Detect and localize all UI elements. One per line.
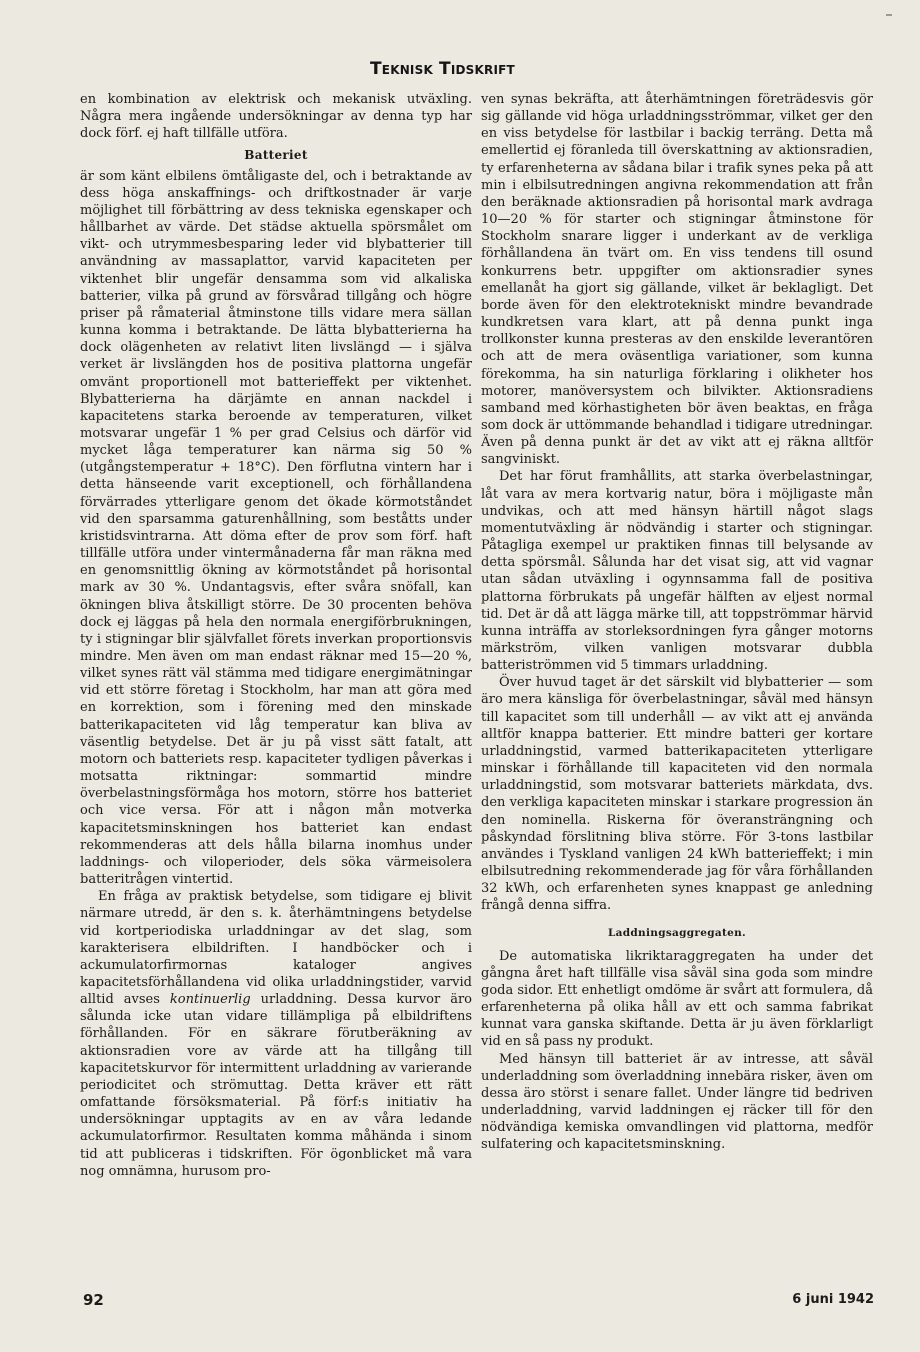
page-number: 92 [83,1291,104,1309]
left-paragraph-1: en kombination av elektrisk och mekanisk utväxling. Några mera ingående undersökningar av denna typ har dock förf. ej haft tillfälle utföra. [80,92,472,142]
issue-date: 6 juni 1942 [792,1292,874,1307]
right-paragraph-2: Det har förut framhållits, att starka överbelastningar, låt vara av mera kortvarig natur, böra i möjligaste mån undvikas, och att med hänsyn härtill något slags momentutväxling är nödvändig i starter och stigningar. Påtagliga exempel ur praktiken finnas till belysande av detta spörsmål. Sålunda har det visat sig, att vid vagnar utan sådan utväxling i ogynnsamma fall de positiva plattorna förbrukats på ungefär hälften av eljest normal tid. Det är då att lägga märke till, att toppströmmar härvid kunna inträffa av storleksordningen fyra gånger motorns märkström, vilken vanligen motsvarar dubbla batteriströmmen vid 5 timmars urladdning. [481,469,873,674]
right-paragraph-1: ven synas bekräfta, att återhämtningen företrädesvis gör sig gällande vid höga urladdningsströmmar, vilket ger den en viss betydelse för lastbilar i backig terräng. Detta må emellertid ej föranleda till överskattning av aktionsradien, ty erfarenheterna av sådana bilar i trafik synes peka på att min i elbilsutredningen angivna rekommendation att från den beräknade aktionsradien på horisontal mark avdraga 10—20 % för starter och stigningar åtminstone för Stockholm snarare ligger i underkant av de verkliga förhållandena än tvärt om. En viss tendens till osund konkurrens betr. uppgifter om aktionsradier synes emellanåt ha gjort sig gällande, vilket är beklagligt. Det borde även för den elektrotekniskt mindre bevandrade kundkretsen vara klart, att på denna punkt inga trollkonster kunna presteras av den enskilde leverantören och att de mera oväsentliga variationer, som kunna förekomma, ha sin naturliga förklaring i olikheter hos motorer, manöversystem och bilvikter. Aktionsradiens samband med körhastigheten bör även beaktas, en fråga som dock är uttömmande behandlad i tidigare utredningar. Även på denna punkt är det av vikt att ej räkna alltför sangviniskt. [481,92,873,468]
right-paragraph-5: Med hänsyn till batteriet är av intresse, att såväl underladdning som överladdning innebära risker, även om dessa äro störst i senare fallet. Under längre tid bedriven underladdning, varvid laddningen ej räcker till för den nödvändiga kemiska omvandlingen vid plattorna, medför sulfatering och kapacitetsminskning. [481,1051,873,1153]
left-paragraph-3 [80,888,472,1180]
section-heading-laddningsaggregaten: Laddningsaggregaten. [607,926,747,939]
left-column [80,91,472,1180]
right-paragraph-4: De automatiska likriktaraggregaten ha under det gångna året haft tillfälle visa såväl sina goda som mindre goda sidor. Ett enhetligt omdöme är svårt att formulera, då erfarenheterna på olika håll av ett och samma fabrikat kunnat vara ganska skiftande. Detta är ju även förklarligt vid en så pass ny produkt. [481,948,873,1050]
section-heading-batteriet: Batteriet [244,148,308,163]
left-paragraph-2: är som känt elbilens ömtåligaste del, och i betraktande av dess höga anskaffnings- och driftkostnader är varje möjlighet till förbättring av dess tekniska egenskaper och hållbarhet av värde. Det städse aktuella spörsmålet om vikt- och utrymmesbesparing leder vid blybatterier till användning av massaplattor, varvid kapaciteten per viktenhet blir ungefär densamma som vid alkaliska batterier, vilka på grund av försvårad tillgång och högre priser på råmaterial åtminstone tills vidare mera sällan kunna komma i betraktande. De lätta blybatterierna ha dock olägenheten av relativt liten livslängd — i själva verket är livslängden hos de positiva plattorna ungefär omvänt proportionell mot batterieffekt per viktenhet. Blybatterierna ha därjämte en annan nackdel i kapacitetens starka beroende av temperaturen, vilket motsvarar ungefär 1 % per grad Celsius och därför vid mycket låga temperaturer kan närma sig 50 % (utgångstemperatur + 18°C). Den förflutna vintern har i detta hänseende varit exceptionell, och förhållandena förvärrades ytterligare genom det ökade körmotståndet vid den sparsamma gaturenhållning, som beståtts under kristidsvintrarna. Att döma efter de prov som förf. haft tillfälle utföra under vintermånaderna får man räkna med en genomsnittlig ökning av körmotståndet på horisontal mark av 30 %. Undantagsvis, efter svåra snöfall, kan ökningen bliva åtskilligt större. De 30 procenten behöva dock ej läggas på hela den normala energiförbrukningen, ty i stigningar blir självfallet förets inverkan proportionsvis mindre. Men även om man endast räknar med 15—20 %, vilket synes rätt väl stämma med tidigare energimätningar vid ett större företag i Stockholm, har man att göra med en korrektion, som i förening med den minskade batterikapaciteten vid låg temperatur kan bliva av väsentlig betydelse. Det är ju på visst sätt fatalt, att motorn och batteriets resp. kapaciteter tydligen påverkas i motsatta riktningar: sommartid mindre överbelastningsförmåga hos motorn, större hos batteriet och vice versa. För att i någon mån motverka kapacitetsminskningen hos batteriet kan endast rekommenderas att dels hålla bilarna inomhus under laddnings- och viloperioder, dels söka värmeisolera batteritrågen vintertid. [80,168,472,888]
right-column [481,91,873,1154]
left-paragraph-3-start: En fråga av praktisk betydelse, som tidigare ej blivit närmare utredd, är den s. k. återhämtningens betydelse vid kortperiodiska urladdningar av det slag, som karakterisera elbildriften. I handböcker och i ackumulatorfirmornas kataloger angives kapacitetsförhållandena vid olika urladdningstider, varvid alltid avses [80,889,472,1008]
journal-title: Teknisk Tidskrift [370,59,515,79]
margin-mark [886,14,892,16]
left-paragraph-3-end: urladdning. Dessa kurvor äro sålunda icke utan vidare tillämpliga på elbildriftens förhållanden. För en säkrare förutberäkning av aktionsradien vore av värde att ha tillgång till kapacitetskurvor för intermittent urladdning av varierande periodicitet och strömuttag. Detta kräver ett rätt omfattande försöksmaterial. På förf:s initiativ ha undersökningar upptagits av en av våra ledande ackumulatorfirmor. Resultaten komma måhända i sinom tid att publiceras i tidskriften. För ögonblicket må vara nog omnämna, hurusom pro- [80,992,472,1179]
right-paragraph-3: Över huvud taget är det särskilt vid blybatterier — som äro mera känsliga för överbelastningar, såväl med hänsyn till kapacitet som till underhåll — av vikt att ej använda alltför knappa batterier. Ett mindre batteri ger kortare urladdningstid, varmed batterikapaciteten ytterligare minskar i förhållande till kapaciteten vid den normala urladdningstid, som motsvarar batteriets märkdata, dvs. den verkliga kapaciteten minskar i starkare progression än den nominella. Riskerna för överansträngning och påskyndad förslitning bliva större. För 3-tons lastbilar användes i Tyskland vanligen 24 kWh batterieffekt; i min elbilsutredning rekommenderade jag för våra förhållanden 32 kWh, och erfarenheten synes knappast ge anledning frångå denna siffra. [481,675,873,914]
emphasis-kontinuerlig: kontinuerlig [169,992,251,1008]
